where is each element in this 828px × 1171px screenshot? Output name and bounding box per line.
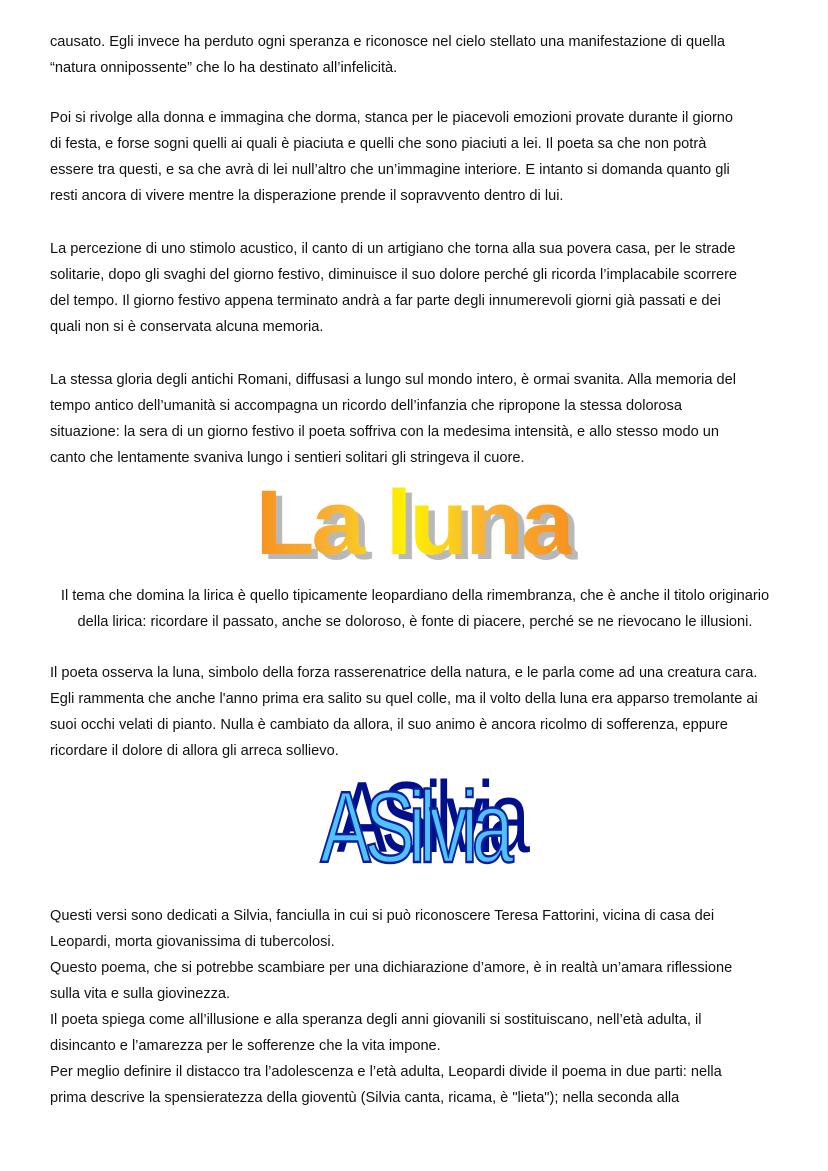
text-line: Per meglio definire il distacco tra l’adolescenza e l’età adulta, Leopardi divide il poema in due parti: nella bbox=[50, 1064, 722, 1080]
text-line: Poi si rivolge alla donna e immagina che dorma, stanca per le piacevoli emozioni provate durante il giorno bbox=[50, 110, 734, 126]
text-line: solitarie, dopo gli svaghi del giorno festivo, diminuisce il suo dolore perché gli ricorda l’implacabile scorrere bbox=[50, 267, 738, 283]
text-line: quali non si è conservata alcuna memoria. bbox=[50, 319, 324, 335]
paragraph-2 bbox=[50, 105, 790, 209]
text-line: di festa, e forse sogni quelli ai quali è piaciuta e quelli che sono piaciuti a lei. Il poeta sa che non potrà bbox=[50, 136, 707, 152]
text-line: La percezione di uno stimolo acustico, il canto di un artigiano che torna alla sua povera casa, per le strade bbox=[50, 241, 736, 257]
text-line: causato. Egli invece ha perduto ogni speranza e riconosce nel cielo stellato una manifestazione di quella bbox=[50, 34, 725, 50]
text-line: disincanto e l’amarezza per le sofferenze che la vita impone. bbox=[50, 1038, 441, 1054]
text-line: canto che lentamente svaniva lungo i sentieri solitari gli stringeva il cuore. bbox=[50, 450, 525, 466]
text-line: Leopardi, morta giovanissima di tubercolosi. bbox=[50, 934, 335, 950]
text-line: della lirica: ricordare il passato, anche se doloroso, è fonte di piacere, perché se ne rievocano le illusioni. bbox=[77, 614, 753, 630]
text-line: Questo poema, che si potrebbe scambiare per una dichiarazione d’amore, è in realtà un’amara riflessione bbox=[50, 960, 733, 976]
wordart-text: ASilvia bbox=[320, 770, 508, 884]
text-line: Egli rammenta che anche l'anno prima era salito su quel colle, ma il volto della luna era apparso tremolante ai bbox=[50, 691, 758, 707]
text-line: sulla vita e sulla giovinezza. bbox=[50, 986, 231, 1002]
text-line: situazione: la sera di un giorno festivo il poeta soffriva con la medesima intensità, e allo stesso modo un bbox=[50, 424, 719, 440]
text-line: Questi versi sono dedicati a Silvia, fanciulla in cui si può riconoscere Teresa Fattorini, vicina di casa dei bbox=[50, 908, 715, 924]
silvia-body bbox=[50, 903, 790, 1111]
text-line: La stessa gloria degli antichi Romani, diffusasi a lungo sul mondo intero, è ormai svanita. Alla memoria del bbox=[50, 372, 736, 388]
text-line: prima descrive la spensieratezza della gioventù (Silvia canta, ricama, è "lieta"); nella seconda alla bbox=[50, 1090, 680, 1106]
a-silvia-wordart-title bbox=[0, 772, 828, 882]
text-line: “natura onnipossente” che lo ha destinato all’infelicità. bbox=[50, 60, 398, 76]
luna-intro bbox=[30, 583, 800, 635]
text-line: essere tra questi, e sa che avrà di lei null’altro che un’immagine interiore. E intanto si domanda quanto gli bbox=[50, 162, 730, 178]
text-line: tempo antico dell’umanità si accompagna un ricordo dell’infanzia che ripropone la stessa dolorosa bbox=[50, 398, 682, 414]
text-line: ricordare il dolore di allora gli arreca sollievo. bbox=[50, 743, 339, 759]
text-line: suoi occhi velati di pianto. Nulla è cambiato da allora, il suo animo è ancora ricolmo di sofferenza, eppure bbox=[50, 717, 728, 733]
text-line: del tempo. Il giorno festivo appena terminato andrà a far parte degli innumerevoli giorni già passati e dei bbox=[50, 293, 721, 309]
wordart-text: La luna bbox=[255, 472, 573, 574]
text-line: Il poeta spiega come all’illusione e alla speranza degli anni giovanili si sostituiscano, nell’età adulta, il bbox=[50, 1012, 702, 1028]
paragraph-1 bbox=[50, 29, 790, 81]
paragraph-4 bbox=[50, 367, 790, 471]
text-line: Il poeta osserva la luna, simbolo della forza rasserenatrice della natura, e le parla come ad una creatura cara. bbox=[50, 665, 758, 681]
text-line: Il tema che domina la lirica è quello tipicamente leopardiano della rimembranza, che è anche il titolo originario bbox=[60, 588, 770, 604]
luna-body bbox=[50, 660, 790, 764]
la-luna-wordart-title bbox=[0, 472, 828, 574]
paragraph-3 bbox=[50, 236, 790, 340]
text-line: resti ancora di vivere mentre la disperazione prende il sopravvento dentro di lui. bbox=[50, 188, 564, 204]
